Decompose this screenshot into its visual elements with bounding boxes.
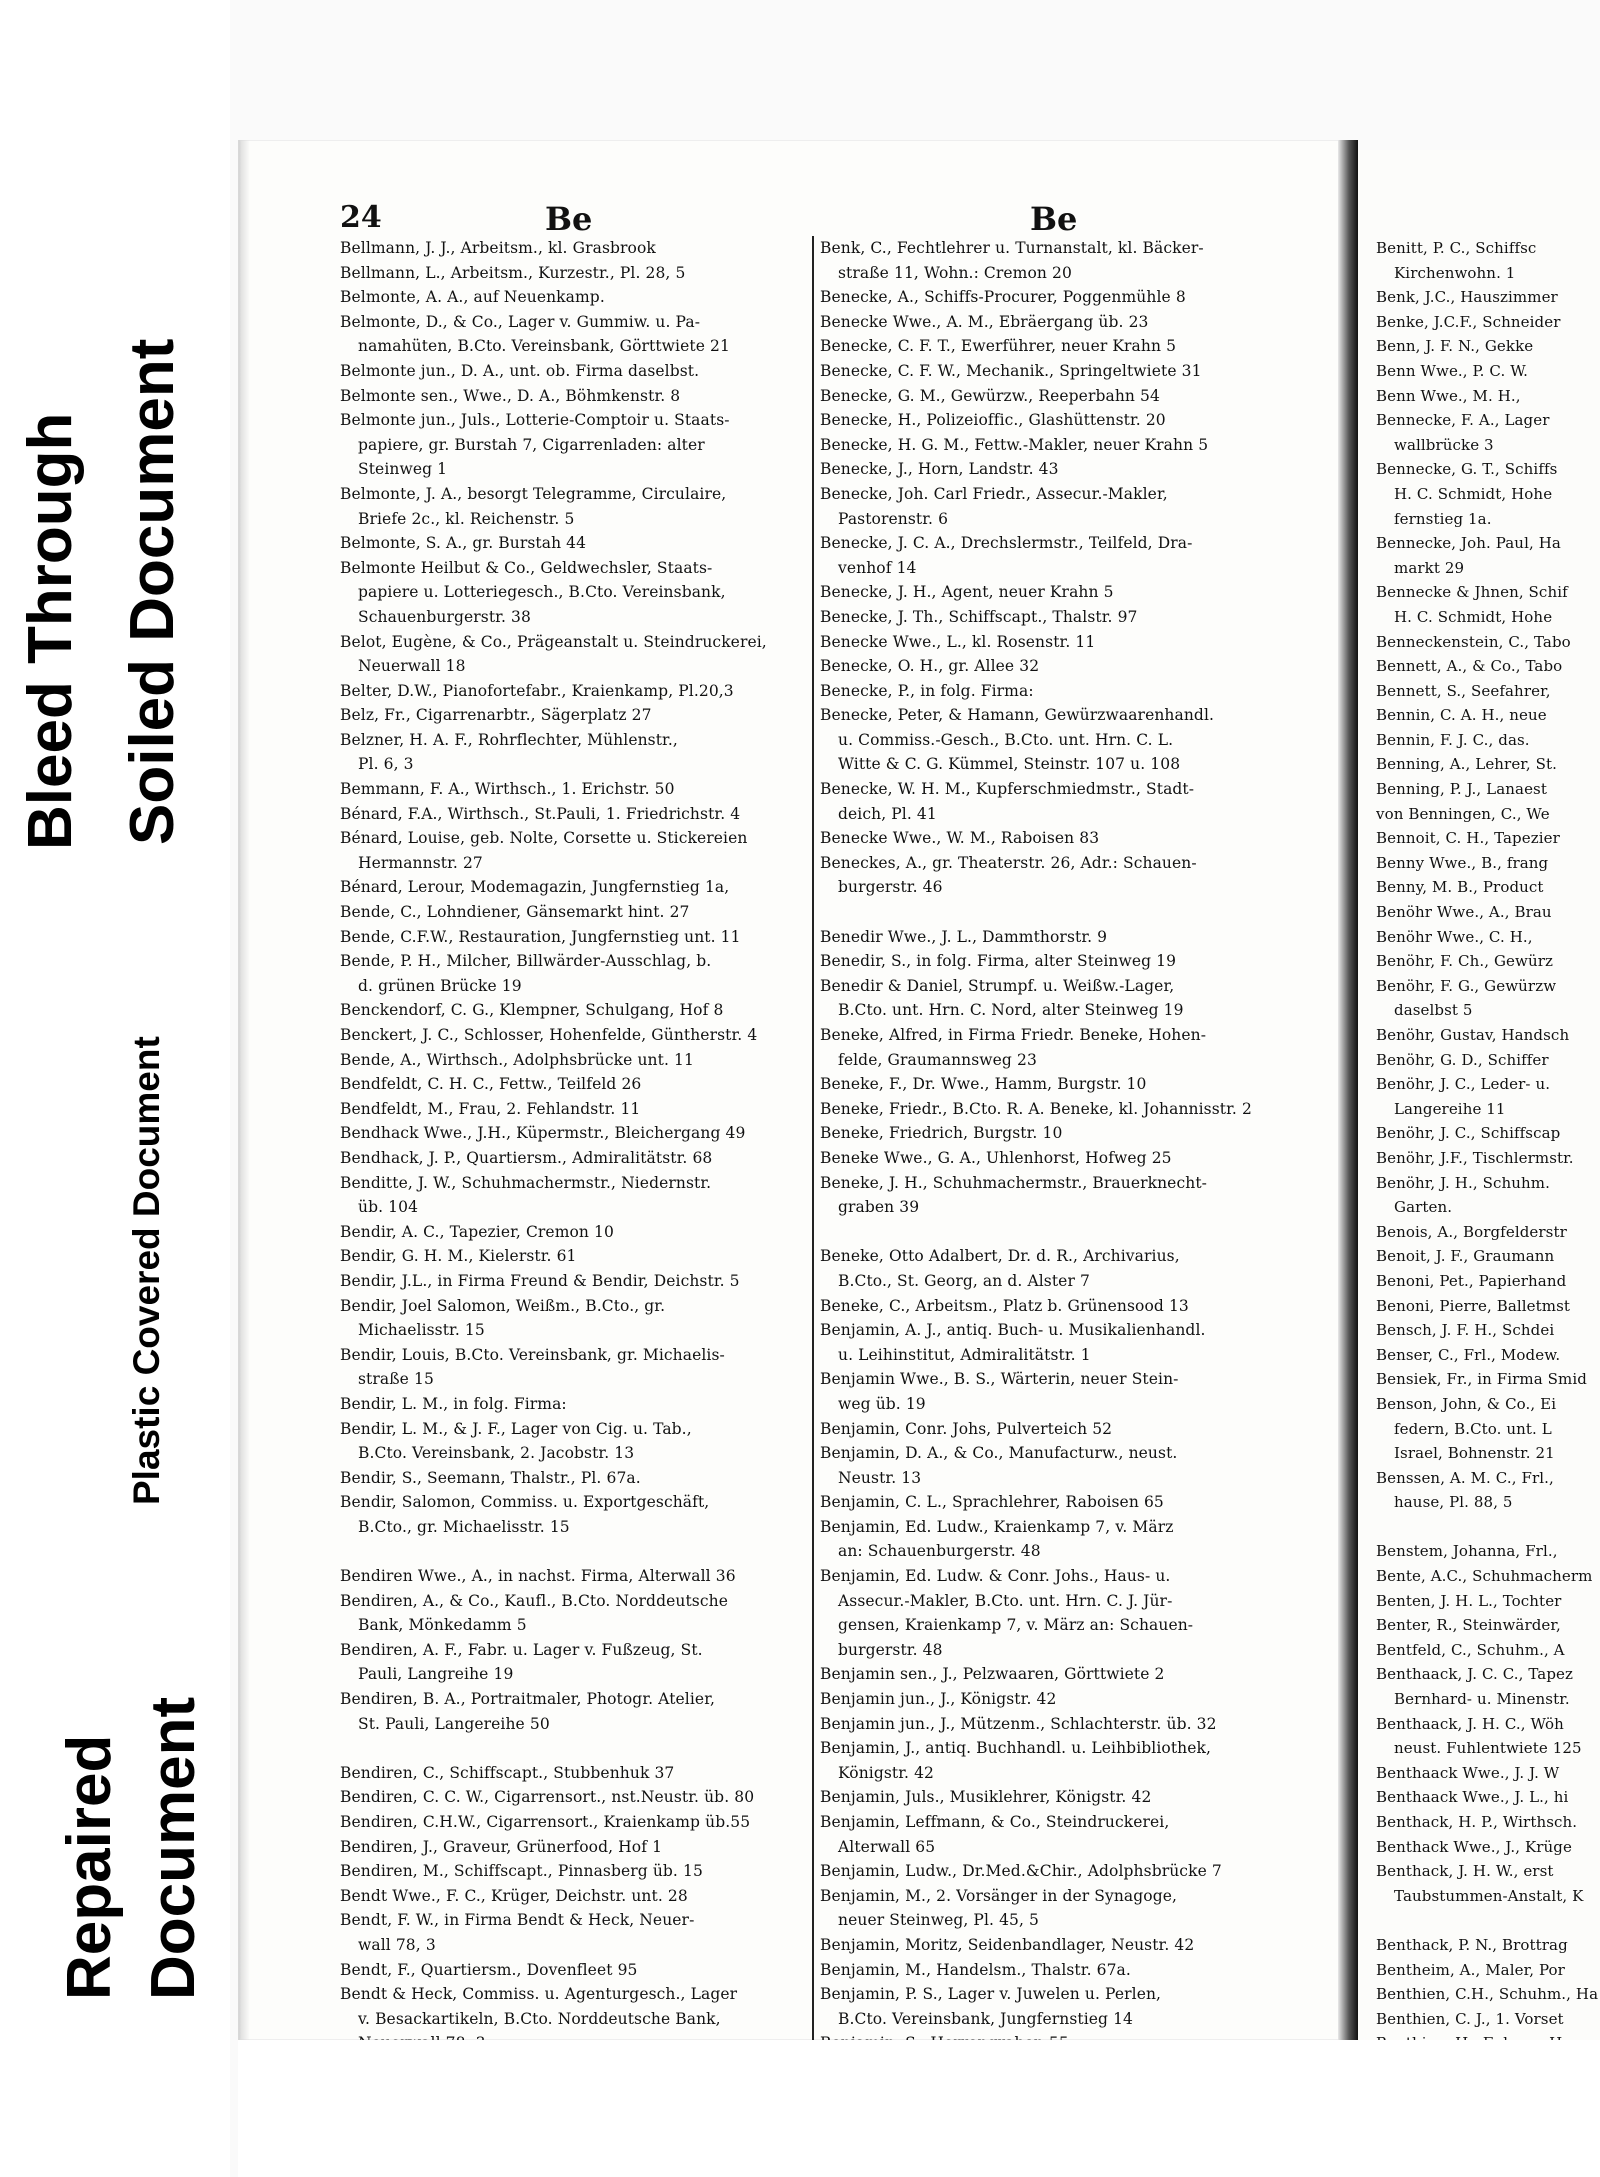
directory-entry-line: straße 15	[358, 1370, 434, 1389]
directory-entry-line: Benn, J. F. N., Gekke	[1376, 337, 1534, 356]
directory-entry-line: Bendt Wwe., F. C., Krüger, Deichstr. unt. 28	[340, 1886, 688, 1905]
directory-entry-line: Benjamin sen., J., Pelzwaaren, Görttwiete 2	[820, 1665, 1165, 1684]
directory-entry-line: wall 78, 3	[358, 1935, 436, 1954]
directory-entry-line: venhof 14	[838, 558, 917, 577]
directory-entry-line: daselbst 5	[1394, 1001, 1473, 1020]
directory-entry-line: Beneke, J. H., Schuhmachermstr., Brauerknecht-	[820, 1173, 1207, 1192]
directory-entry-line: B.Cto. unt. Hrn. C. Nord, alter Steinweg 19	[838, 1001, 1184, 1020]
directory-column-left	[340, 236, 810, 2081]
directory-entry-line: Benöhr, J.F., Tischlermstr.	[1376, 1148, 1574, 1167]
directory-entry-line: Belmonte, D., & Co., Lager v. Gummiw. u. Pa-	[340, 312, 701, 331]
directory-entry-line: Kirchenwohn. 1	[1394, 263, 1516, 282]
directory-entry-line: Beneke, Friedrich, Burgstr. 10	[820, 1124, 1063, 1143]
directory-entry-line: felde, Graumannsweg 23	[838, 1050, 1037, 1069]
directory-entry-line: Benitt, P. C., Schiffsc	[1376, 239, 1537, 257]
directory-entry-line: Belmonte, A. A., auf Neuenkamp.	[340, 288, 605, 307]
directory-entry-line: deich, Pl. 41	[838, 804, 937, 823]
directory-entry-line: Benoni, Pet., Papierhand	[1376, 1271, 1567, 1290]
directory-entry-line: Bénard, Lerour, Modemagazin, Jungfernstieg 1a,	[340, 878, 730, 897]
directory-entry-line: markt 29	[1394, 558, 1465, 577]
directory-entry-line: graben 39	[838, 1198, 920, 1217]
directory-entry-line: d. grünen Brücke 19	[358, 976, 522, 995]
directory-entry-line: Bendiren, C. C. W., Cigarrensort., nst.Neustr. üb. 80	[340, 1788, 755, 1807]
directory-entry-line: gensen, Kraienkamp 7, v. März an: Schauen-	[838, 1616, 1194, 1635]
directory-entry-line: Benecke, C. F. T., Ewerführer, neuer Krahn 5	[820, 337, 1177, 356]
directory-entry-line: Bendhack, J. P., Quartiersm., Admiralitätstr. 68	[340, 1148, 713, 1167]
directory-entry-line: Bendir, Louis, B.Cto. Vereinsbank, gr. Michaelis-	[340, 1345, 725, 1364]
directory-entry-line: Bendiren, B. A., Portraitmaler, Photogr. Atelier,	[340, 1690, 716, 1709]
directory-entry-line: Benjamin, Leffmann, & Co., Steindruckerei,	[820, 1813, 1170, 1831]
directory-entry-line: Benthack Wwe., J., Krüge	[1376, 1837, 1572, 1856]
directory-entry-line: Benthien, C. J., 1. Vorset	[1376, 2009, 1564, 2028]
directory-entry-line: Benöhr, J. H., Schuhm.	[1376, 1173, 1550, 1192]
directory-entry-line: von Benningen, C., We	[1376, 804, 1550, 823]
directory-entry-line: Benjamin, Ed. Ludw., Kraienkamp 7, v. März	[820, 1517, 1174, 1536]
directory-entry-line: Benjamin, M., Handelsm., Thalstr. 67a.	[820, 1960, 1131, 1979]
directory-column-right	[812, 236, 1340, 2081]
directory-entry-line: straße 11, Wohn.: Cremon 20	[838, 263, 1072, 282]
directory-entry-line: Königstr. 42	[838, 1763, 935, 1782]
directory-entry-line: Belz, Fr., Cigarrenarbtr., Sägerplatz 27	[340, 706, 652, 725]
directory-entry-line: Benten, J. H. L., Tochter	[1376, 1591, 1562, 1610]
directory-entry-line: Bendiren, A., & Co., Kaufl., B.Cto. Norddeutsche	[340, 1591, 728, 1610]
directory-entry-line: Bendt, F. W., in Firma Bendt & Heck, Neuer-	[340, 1911, 695, 1930]
directory-entry-line: B.Cto. Vereinsbank, Jungfernstieg 14	[838, 2009, 1134, 2028]
directory-entry-line: Benjamin jun., J., Königstr. 42	[820, 1690, 1057, 1709]
directory-entry-line: Witte & C. G. Kümmel, Steinstr. 107 u. 108	[838, 755, 1181, 774]
directory-entry-line: Benöhr Wwe., C. H.,	[1376, 927, 1533, 946]
directory-entry-line: Michaelisstr. 15	[358, 1321, 485, 1340]
directory-entry-line: Bernhard- u. Minenstr.	[1394, 1690, 1570, 1709]
directory-entry-line: Bendt & Heck, Commiss. u. Agenturgesch., Lager	[340, 1985, 738, 2004]
directory-entry-line: Bendir, A. C., Tapezier, Cremon 10	[340, 1222, 614, 1241]
directory-entry-line: Beneke, Alfred, in Firma Friedr. Beneke, Hohen-	[820, 1026, 1207, 1044]
directory-entry-line: Neustr. 13	[838, 1468, 922, 1487]
directory-entry-line: Benecke, W. H. M., Kupferschmiedmstr., Stadt-	[820, 780, 1195, 799]
directory-entry-line: Alterwall 65	[838, 1837, 936, 1856]
label-bleed-through: Bleed Through	[16, 412, 85, 850]
directory-entry-line: Bendiren, J., Graveur, Grünerfood, Hof 1	[340, 1837, 663, 1856]
directory-entry-line: Bendiren, C., Schiffscapt., Stubbenhuk 37	[340, 1763, 675, 1782]
directory-entry-line: H. C. Schmidt, Hohe	[1394, 607, 1553, 626]
directory-entry-line: Bennecke, Joh. Paul, Ha	[1376, 534, 1561, 553]
directory-entry-line: Pauli, Langreihe 19	[358, 1665, 514, 1684]
directory-entry-line: Beneckes, A., gr. Theaterstr. 26, Adr.: Schauen-	[820, 853, 1197, 872]
directory-entry-line: Belmonte sen., Wwe., D. A., Böhmkenstr. 8	[340, 386, 681, 405]
directory-entry-line: Benser, C., Frl., Modew.	[1376, 1345, 1561, 1364]
directory-entry-line: Benckendorf, C. G., Klempner, Schulgang, Hof 8	[340, 1001, 724, 1020]
directory-entry-line: Bende, C., Lohndiener, Gänsemarkt hint. 27	[340, 903, 690, 922]
directory-entry-line: Benthaack, J. C. C., Tapez	[1376, 1665, 1574, 1684]
directory-entry-line: Benke, J.C.F., Schneider	[1376, 312, 1561, 331]
directory-entry-line: Benedir & Daniel, Strumpf. u. Weißw.-Lager,	[820, 976, 1175, 995]
label-repaired-document: Repaired Document	[55, 1696, 208, 2000]
directory-entry-line	[820, 900, 1340, 925]
directory-entry-line: Bénard, F.A., Wirthsch., St.Pauli, 1. Friedrichstr. 4	[340, 804, 741, 823]
directory-entry-line: Benecke Wwe., W. M., Raboisen 83	[820, 829, 1100, 848]
directory-entry-line: Bennecke & Jhnen, Schif	[1376, 583, 1568, 602]
directory-entry-line: Benditte, J. W., Schuhmachermstr., Niedernstr.	[340, 1173, 712, 1192]
directory-entry-line: Pl. 6, 3	[358, 755, 414, 774]
directory-entry-line: Benning, A., Lehrer, St.	[1376, 755, 1558, 774]
directory-entry-line	[340, 1539, 810, 1564]
directory-entry-line: Bank, Mönkedamm 5	[358, 1616, 527, 1635]
directory-entry-line: Bennecke, G. T., Schiffs	[1376, 460, 1558, 479]
directory-entry-line: Benthaack Wwe., J. L., hi	[1376, 1788, 1569, 1807]
directory-entry-line: B.Cto. Vereinsbank, 2. Jacobstr. 13	[358, 1444, 635, 1463]
directory-entry-line: Benecke, J., Horn, Landstr. 43	[820, 460, 1059, 479]
directory-entry-line: burgerstr. 46	[838, 878, 943, 897]
directory-entry-line: Bendfeldt, C. H. C., Fettw., Teilfeld 26	[340, 1075, 642, 1094]
directory-entry-line: Beneke Wwe., G. A., Uhlenhorst, Hofweg 25	[820, 1148, 1172, 1167]
directory-entry-line: Benneckenstein, C., Tabo	[1376, 632, 1571, 651]
directory-entry-line: Bendir, J.L., in Firma Freund & Bendir, Deichstr. 5	[340, 1271, 740, 1290]
directory-entry-line: Benecke, J. C. A., Drechslermstr., Teilfeld, Dra-	[820, 534, 1193, 553]
directory-entry-line: Langereihe 11	[1394, 1099, 1506, 1118]
directory-entry-line: Benn Wwe., P. C. W.	[1376, 361, 1528, 380]
directory-entry-line: Belot, Eugène, & Co., Prägeanstalt u. Steindruckerei,	[340, 632, 767, 651]
label-margin	[0, 0, 230, 2177]
directory-entry-line: Benthaack Wwe., J. J. W	[1376, 1763, 1560, 1782]
directory-entry-line: Bendir, L. M., in folg. Firma:	[340, 1394, 567, 1413]
directory-entry-line: Bendiren, M., Schiffscapt., Pinnasberg üb. 15	[340, 1862, 703, 1881]
directory-entry-line: Benoit, J. F., Graumann	[1376, 1247, 1555, 1266]
directory-entry-line: papiere u. Lotteriegesch., B.Cto. Vereinsbank,	[358, 583, 726, 602]
directory-entry-line: Benjamin jun., J., Mützenm., Schlachterstr. üb. 32	[820, 1714, 1217, 1733]
directory-entry-line: Bendir, Joel Salomon, Weißm., B.Cto., gr.	[340, 1296, 666, 1315]
directory-entry-line: Bellmann, J. J., Arbeitsm., kl. Grasbrook	[340, 239, 656, 257]
directory-entry-line: Benn Wwe., M. H.,	[1376, 386, 1521, 405]
directory-entry-line: federn, B.Cto. unt. L	[1394, 1419, 1552, 1438]
directory-entry-line: wallbrücke 3	[1394, 435, 1494, 454]
directory-entry-line: Bendt, F., Quartiersm., Dovenfleet 95	[340, 1960, 638, 1979]
label-soiled-document: Soiled Document	[118, 338, 187, 845]
directory-entry-line: Hermannstr. 27	[358, 853, 483, 872]
directory-entry-line: Benter, R., Steinwärder,	[1376, 1616, 1561, 1635]
directory-entry-line: Bennett, S., Seefahrer,	[1376, 681, 1551, 700]
directory-entry-line: Briefe 2c., kl. Reichenstr. 5	[358, 509, 575, 528]
directory-entry-line: Benjamin, Conr. Johs, Pulverteich 52	[820, 1419, 1113, 1438]
directory-entry-line: Benecke, P., in folg. Firma:	[820, 681, 1034, 700]
directory-entry-line: Garten.	[1394, 1198, 1453, 1217]
directory-entry-line: Belmonte jun., D. A., unt. ob. Firma daselbst.	[340, 361, 700, 380]
directory-entry-line: Schauenburgerstr. 38	[358, 607, 531, 626]
directory-entry-line: Benöhr, F. Ch., Gewürz	[1376, 952, 1553, 971]
directory-entry-line: Benckert, J. C., Schlosser, Hohenfelde, Güntherstr. 4	[340, 1026, 758, 1044]
directory-entry-line: St. Pauli, Langereihe 50	[358, 1714, 550, 1733]
directory-entry-line: Benedir Wwe., J. L., Dammthorstr. 9	[820, 927, 1108, 946]
directory-entry-line	[340, 1736, 810, 1761]
directory-entry-line: Benecke, A., Schiffs-Procurer, Poggenmühle 8	[820, 288, 1186, 307]
directory-entry-line: Benoni, Pierre, Balletmst	[1376, 1296, 1571, 1315]
directory-entry-line: neuer Steinweg, Pl. 45, 5	[838, 1911, 1040, 1930]
directory-entry-line: Benssen, A. M. C., Frl.,	[1376, 1468, 1554, 1487]
directory-entry-line: Benecke, O. H., gr. Allee 32	[820, 657, 1040, 676]
directory-entry-line: u. Leihinstitut, Admiralitätstr. 1	[838, 1345, 1091, 1364]
directory-entry-line: Benjamin, D. A., & Co., Manufacturw., neust.	[820, 1444, 1178, 1463]
directory-entry-line: Belmonte jun., Juls., Lotterie-Comptoir u. Staats-	[340, 411, 730, 430]
directory-entry-line: B.Cto., gr. Michaelisstr. 15	[358, 1517, 570, 1536]
directory-entry-line: Benecke, J. H., Agent, neuer Krahn 5	[820, 583, 1114, 602]
directory-entry-line: Bendhack Wwe., J.H., Küpermstr., Bleichergang 49	[340, 1124, 746, 1143]
directory-entry-line: Belzner, H. A. F., Rohrflechter, Mühlenstr.,	[340, 730, 678, 749]
directory-entry-line: Benjamin, Ludw., Dr.Med.&Chir., Adolphsbrücke 7	[820, 1862, 1222, 1881]
directory-entry-line: B.Cto., St. Georg, an d. Alster 7	[838, 1271, 1090, 1290]
directory-entry-line: Benöhr Wwe., A., Brau	[1376, 903, 1552, 922]
directory-entry-line: Benecke Wwe., L., kl. Rosenstr. 11	[820, 632, 1096, 651]
directory-entry-line: Benthack, J. H. W., erst	[1376, 1862, 1554, 1881]
directory-entry-line: Bennecke, F. A., Lager	[1376, 411, 1550, 430]
directory-entry-line: Bende, P. H., Milcher, Billwärder-Ausschlag, b.	[340, 952, 712, 971]
page-edge-shadow	[238, 140, 250, 2040]
directory-entry-line: Benstem, Johanna, Frl.,	[1376, 1542, 1558, 1561]
directory-entry-line: Bende, A., Wirthsch., Adolphsbrücke unt. 11	[340, 1050, 694, 1069]
directory-entry-line: Neuerwall 18	[358, 657, 466, 676]
directory-entry-line: Israel, Bohnenstr. 21	[1394, 1444, 1555, 1463]
directory-entry-line: Steinweg 1	[358, 460, 448, 479]
directory-entry-line: Assecur.-Makler, B.Cto. unt. Hrn. C. J. Jür-	[838, 1591, 1173, 1610]
directory-entry-line: Benjamin Wwe., B. S., Wärterin, neuer Stein-	[820, 1370, 1179, 1389]
directory-entry-line: Benecke, J. Th., Schiffscapt., Thalstr. 97	[820, 607, 1138, 626]
directory-entry-line	[1376, 1515, 1600, 1540]
page-header	[340, 200, 1320, 240]
directory-entry-line: fernstieg 1a.	[1394, 509, 1492, 528]
directory-entry-line: Benthien, C.H., Schuhm., Ha	[1376, 1985, 1599, 2004]
directory-entry-line: Benthack, H. P., Wirthsch.	[1376, 1813, 1578, 1831]
directory-entry-line: Bellmann, L., Arbeitsm., Kurzestr., Pl. 28, 5	[340, 263, 686, 282]
directory-entry-line: Benjamin, Juls., Musiklehrer, Königstr. 42	[820, 1788, 1152, 1807]
directory-entry-line: Bensch, J. F. H., Schdei	[1376, 1321, 1555, 1340]
directory-entry-line: Bendir, Salomon, Commiss. u. Exportgeschäft,	[340, 1493, 710, 1512]
directory-entry-line	[820, 1220, 1340, 1245]
directory-entry-line: Bennin, C. A. H., neue	[1376, 706, 1547, 725]
directory-entry-line: Benjamin, Ed. Ludw. & Conr. Johs., Haus- u.	[820, 1567, 1171, 1586]
directory-entry-line: namahüten, B.Cto. Vereinsbank, Görttwiete 21	[358, 337, 730, 356]
directory-entry-line: Benecke, Joh. Carl Friedr., Assecur.-Makler,	[820, 484, 1168, 503]
directory-entry-line: Bente, A.C., Schuhmacherm	[1376, 1567, 1593, 1586]
directory-entry-line: Bende, C.F.W., Restauration, Jungfernstieg unt. 11	[340, 927, 741, 946]
directory-entry-line: weg üb. 19	[838, 1394, 926, 1413]
running-head-right: Be	[1030, 200, 1078, 238]
directory-entry-line: hause, Pl. 88, 5	[1394, 1493, 1513, 1512]
directory-entry-line: v. Besackartikeln, B.Cto. Norddeutsche Bank,	[358, 2009, 721, 2028]
directory-entry-line: Benjamin, P. S., Lager v. Juwelen u. Perlen,	[820, 1985, 1162, 2004]
directory-entry-line: Benny Wwe., B., frang	[1376, 853, 1549, 872]
directory-entry-line: Benjamin, J., antiq. Buchhandl. u. Leihbibliothek,	[820, 1739, 1212, 1758]
book-gutter	[1338, 140, 1358, 2040]
directory-entry-line: Belter, D.W., Pianofortefabr., Kraienkamp, Pl.20,3	[340, 681, 734, 700]
directory-entry-line: Benjamin, Moritz, Seidenbandlager, Neustr. 42	[820, 1935, 1195, 1954]
directory-entry-line: Bentfeld, C., Schuhm., A	[1376, 1640, 1565, 1659]
directory-entry-line: Bendir, G. H. M., Kielerstr. 61	[340, 1247, 577, 1266]
label-plastic-covered-document: Plastic Covered Document	[126, 1036, 167, 1505]
directory-entry-line: papiere, gr. Burstah 7, Cigarrenladen: alter	[358, 435, 705, 454]
directory-entry-line: Benjamin, A. J., antiq. Buch- u. Musikalienhandl.	[820, 1321, 1206, 1340]
directory-entry-line: Pastorenstr. 6	[838, 509, 949, 528]
directory-entry-line: Benjamin, C. L., Sprachlehrer, Raboisen 65	[820, 1493, 1164, 1512]
directory-entry-line: Benois, A., Borgfelderstr	[1376, 1222, 1567, 1241]
scan-bottom-margin	[238, 2040, 1600, 2177]
directory-entry-line: Benedir, S., in folg. Firma, alter Steinweg 19	[820, 952, 1177, 971]
directory-entry-line: Benk, C., Fechtlehrer u. Turnanstalt, kl. Bäcker-	[820, 239, 1204, 257]
directory-entry-line: Benöhr, F. G., Gewürzw	[1376, 976, 1557, 995]
page-number: 24	[340, 200, 382, 235]
directory-entry-line: Benöhr, J. C., Schiffscap	[1376, 1124, 1561, 1143]
directory-entry-line: Belmonte Heilbut & Co., Geldwechsler, Staats-	[340, 558, 713, 577]
directory-column-next-page	[1376, 236, 1600, 2081]
directory-entry-line: an: Schauenburgerstr. 48	[838, 1542, 1041, 1561]
directory-entry-line: Bendiren, C.H.W., Cigarrensort., Kraienkamp üb.55	[340, 1813, 751, 1831]
directory-entry-line: Benöhr, Gustav, Handsch	[1376, 1026, 1570, 1044]
directory-entry-line: H. C. Schmidt, Hohe	[1394, 484, 1553, 503]
directory-entry-line: Benecke, C. F. W., Mechanik., Springeltwiete 31	[820, 361, 1202, 380]
directory-entry-line: Benning, P. J., Lanaest	[1376, 780, 1547, 799]
directory-entry-line: Benk, J.C., Hauszimmer	[1376, 288, 1558, 307]
directory-entry-line: Bennin, F. J. C., das.	[1376, 730, 1530, 749]
directory-entry-line: Bendir, L. M., & J. F., Lager von Cig. u. Tab.,	[340, 1419, 692, 1438]
directory-entry-line: Benecke, G. M., Gewürzw., Reeperbahn 54	[820, 386, 1160, 405]
directory-entry-line: üb. 104	[358, 1198, 419, 1217]
directory-entry-line: Benson, John, & Co., Ei	[1376, 1394, 1557, 1413]
directory-entry-line: Bennoit, C. H., Tapezier	[1376, 829, 1560, 848]
directory-entry-line: Benecke, H. G. M., Fettw.-Makler, neuer Krahn 5	[820, 435, 1209, 454]
directory-entry-line	[1376, 1908, 1600, 1933]
directory-entry-line: Benthack, P. N., Brottrag	[1376, 1935, 1568, 1954]
directory-entry-line: Bennett, A., & Co., Tabo	[1376, 657, 1563, 676]
directory-entry-line: Beneke, Friedr., B.Cto. R. A. Beneke, kl. Johannisstr. 2	[820, 1099, 1252, 1118]
directory-entry-line: Benthaack, J. H. C., Wöh	[1376, 1714, 1564, 1733]
directory-entry-line: Benjamin, M., 2. Vorsänger in der Synagoge,	[820, 1886, 1178, 1905]
directory-entry-line: Bénard, Louise, geb. Nolte, Corsette u. Stickereien	[340, 829, 748, 848]
directory-entry-line: Benny, M. B., Product	[1376, 878, 1544, 897]
directory-entry-line: Benecke, Peter, & Hamann, Gewürzwaarenhandl.	[820, 706, 1215, 725]
directory-entry-line: Bemmann, F. A., Wirthsch., 1. Erichstr. 50	[340, 780, 675, 799]
directory-entry-line: Belmonte, S. A., gr. Burstah 44	[340, 534, 587, 553]
running-head-left: Be	[545, 200, 593, 238]
directory-entry-line: u. Commiss.-Gesch., B.Cto. unt. Hrn. C. L.	[838, 730, 1174, 749]
directory-entry-line: Bendiren Wwe., A., in nachst. Firma, Alterwall 36	[340, 1567, 736, 1586]
directory-entry-line: Bendfeldt, M., Frau, 2. Fehlandstr. 11	[340, 1099, 641, 1118]
directory-entry-line: Bentheim, A., Maler, Por	[1376, 1960, 1565, 1979]
directory-entry-line: Bendiren, A. F., Fabr. u. Lager v. Fußzeug, St.	[340, 1640, 703, 1659]
directory-entry-line: Beneke, F., Dr. Wwe., Hamm, Burgstr. 10	[820, 1075, 1147, 1094]
directory-entry-line: Benöhr, G. D., Schiffer	[1376, 1050, 1549, 1069]
directory-entry-line: Bendir, S., Seemann, Thalstr., Pl. 67a.	[340, 1468, 641, 1487]
directory-entry-line: Belmonte, J. A., besorgt Telegramme, Circulaire,	[340, 484, 727, 503]
directory-entry-line: Benecke Wwe., A. M., Ebräergang üb. 23	[820, 312, 1149, 331]
directory-entry-line: Beneke, C., Arbeitsm., Platz b. Grünensood 13	[820, 1296, 1189, 1315]
directory-entry-line: Beneke, Otto Adalbert, Dr. d. R., Archivarius,	[820, 1247, 1180, 1266]
directory-entry-line: Benöhr, J. C., Leder- u.	[1376, 1075, 1551, 1094]
directory-entry-line: Taubstummen-Anstalt, K	[1394, 1886, 1584, 1905]
directory-entry-line: Benecke, H., Polizeioffic., Glashüttenstr. 20	[820, 411, 1166, 430]
directory-entry-line: neust. Fuhlentwiete 125	[1394, 1739, 1582, 1758]
directory-entry-line: burgerstr. 48	[838, 1640, 943, 1659]
directory-entry-line: Bensiek, Fr., in Firma Smid	[1376, 1370, 1587, 1389]
